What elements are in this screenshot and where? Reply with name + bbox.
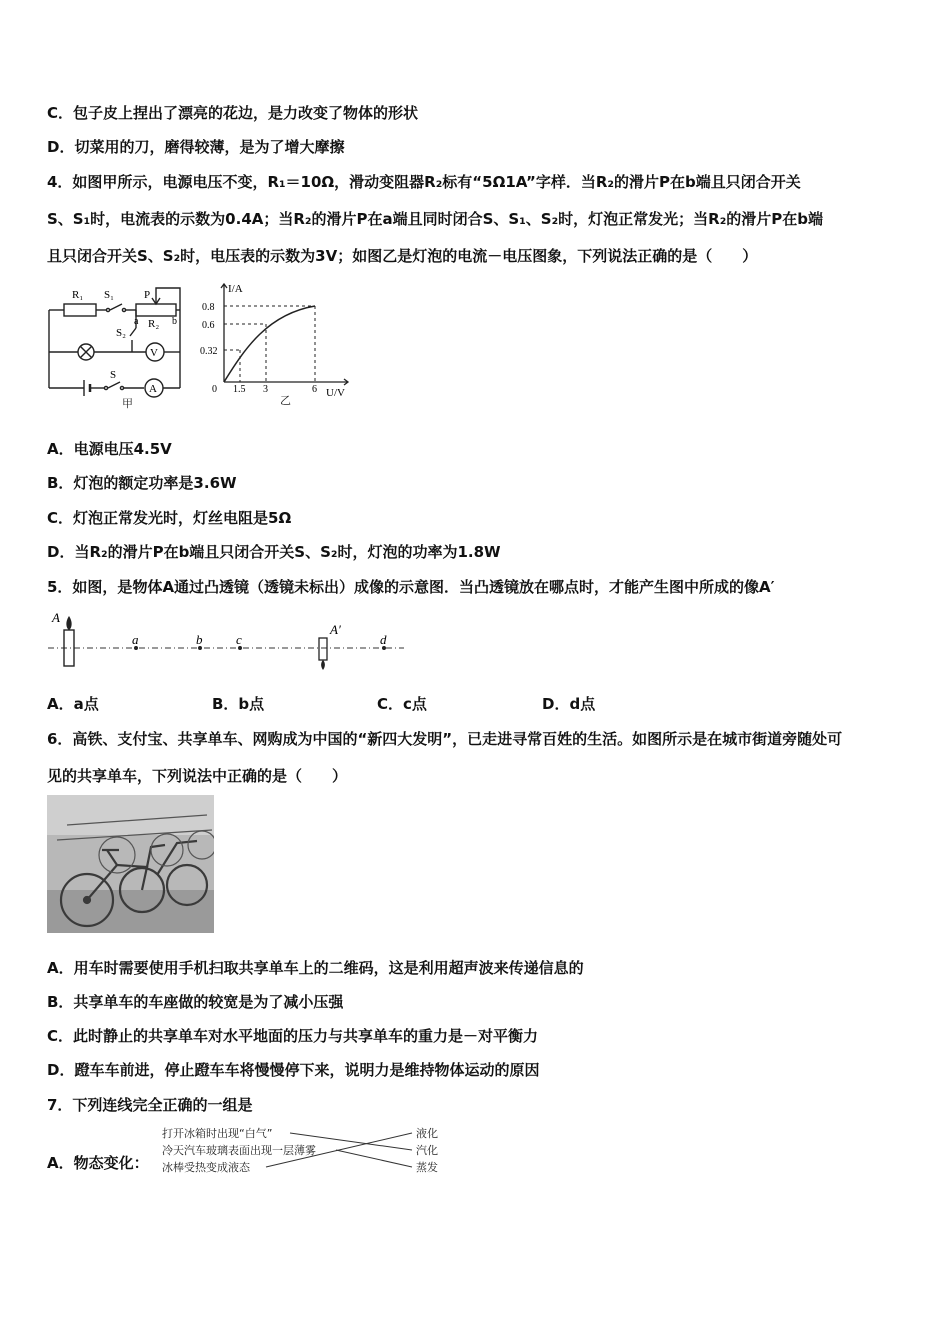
- iu-curve: [224, 306, 315, 382]
- candle-image: [319, 638, 327, 660]
- iu-graph: [200, 278, 355, 410]
- q4-stem-line2: S、S₁时，电流表的示数为0.4A；当R₂的滑片P在a端且同时闭合S、S₁、S₂时，灯泡正常发光；当R₂的滑片P在b端: [47, 210, 823, 228]
- left-item-3: 冰棒受热变成液态: [162, 1161, 250, 1174]
- b-end-label: b: [172, 316, 177, 327]
- q5-stem: 5．如图，是物体A通过凸透镜（透镜未标出）成像的示意图．当凸透镜放在哪点时，才能产生图中所成的像A′: [47, 578, 775, 596]
- right-item-3: 蒸发: [416, 1161, 438, 1174]
- lens-diagram: [44, 608, 409, 670]
- q6-option-c: C．此时静止的共享单车对水平地面的压力与共享单车的重力是－对平衡力: [47, 1027, 539, 1045]
- q6-stem-line2: 见的共享单车，下列说法中正确的是（ ）: [47, 767, 348, 785]
- s1-label: S₁: [104, 289, 114, 301]
- circuit-caption: 甲: [122, 397, 133, 410]
- voltmeter-label: V: [150, 347, 158, 359]
- q7-option-a-label: A．物态变化：: [47, 1154, 149, 1172]
- right-item-2: 汽化: [416, 1144, 438, 1157]
- a-end-label: a: [134, 316, 139, 327]
- r2-resistor: [136, 304, 176, 316]
- ytick-0.6: 0.6: [202, 320, 215, 331]
- r1-resistor: [64, 304, 96, 316]
- q7-stem: 7．下列连线完全正确的一组是: [47, 1096, 253, 1114]
- ytick-0.32: 0.32: [200, 346, 218, 357]
- q5-option-b: B．b点: [212, 695, 265, 713]
- object-label: A: [52, 610, 60, 625]
- q4-stem-line1: 4．如图甲所示，电源电压不变，R₁＝10Ω，滑动变阻器R₂标有“5Ω1A”字样．当R₂的滑片P在b端且只闭合开关: [47, 173, 801, 191]
- point-a-label: a: [132, 632, 139, 647]
- connector-2: [336, 1150, 412, 1167]
- point-c-label: c: [236, 632, 242, 647]
- q3-option-c: C．包子皮上捏出了漂亮的花边，是力改变了物体的形状: [47, 104, 419, 122]
- q6-option-d: D．蹬车车前进，停止蹬车车将慢慢停下来，说明力是维持物体运动的原因: [47, 1061, 540, 1079]
- r2-label: R₂: [148, 318, 160, 330]
- q4-option-c: C．灯泡正常发光时，灯丝电阻是5Ω: [47, 509, 292, 527]
- matching-diagram: [158, 1124, 448, 1178]
- ytick-0.8: 0.8: [202, 302, 215, 313]
- xtick-6: 6: [312, 384, 317, 395]
- q3-option-d: D．切菜用的刀，磨得较薄，是为了增大摩擦: [47, 138, 345, 156]
- s2-label: S₂: [116, 327, 126, 339]
- xtick-1.5: 1.5: [233, 384, 246, 395]
- q4-option-d: D．当R₂的滑片P在b端且只闭合开关S、S₂时，灯泡的功率为1.8W: [47, 543, 501, 561]
- point-d-label: d: [380, 632, 387, 647]
- point-b-label: b: [196, 632, 203, 647]
- xtick-3: 3: [263, 384, 268, 395]
- s-label: S: [110, 369, 117, 381]
- q5-option-c: C．c点: [377, 695, 427, 713]
- p-label: P: [144, 289, 151, 301]
- q4-option-a: A．电源电压4.5V: [47, 440, 172, 458]
- right-item-1: 液化: [416, 1127, 438, 1140]
- image-label: A′: [330, 622, 341, 637]
- r1-label: R₁: [72, 289, 84, 301]
- q5-option-d: D．d点: [542, 695, 596, 713]
- graph-xlabel: U/V: [326, 387, 345, 399]
- graph-ylabel: I/A: [228, 283, 243, 295]
- q4-stem-line3: 且只闭合开关S、S₂时，电压表的示数为3V；如图乙是灯泡的电流－电压图象，下列说法正确的是（ ）: [47, 247, 758, 265]
- q6-option-b: B．共享单车的车座做的较宽是为了减小压强: [47, 993, 344, 1011]
- ammeter-label: A: [149, 383, 157, 395]
- q6-option-a: A．用车时需要使用手机扫取共享单车上的二维码，这是利用超声波来传递信息的: [47, 959, 584, 977]
- q5-option-a: A．a点: [47, 695, 99, 713]
- graph-origin: 0: [212, 384, 217, 395]
- left-item-1: 打开冰箱时出现“白气”: [162, 1127, 273, 1140]
- shared-bikes-photo: [47, 795, 214, 933]
- circuit-diagram: [44, 280, 189, 415]
- graph-caption: 乙: [280, 394, 291, 407]
- q6-stem-line1: 6．高铁、支付宝、共享单车、网购成为中国的“新四大发明”，已走进寻常百姓的生活。如图所示是在城市街道旁随处可: [47, 730, 843, 748]
- left-item-2: 冷天汽车玻璃表面出现一层薄雾: [162, 1144, 316, 1157]
- q4-option-b: B．灯泡的额定功率是3.6W: [47, 474, 237, 492]
